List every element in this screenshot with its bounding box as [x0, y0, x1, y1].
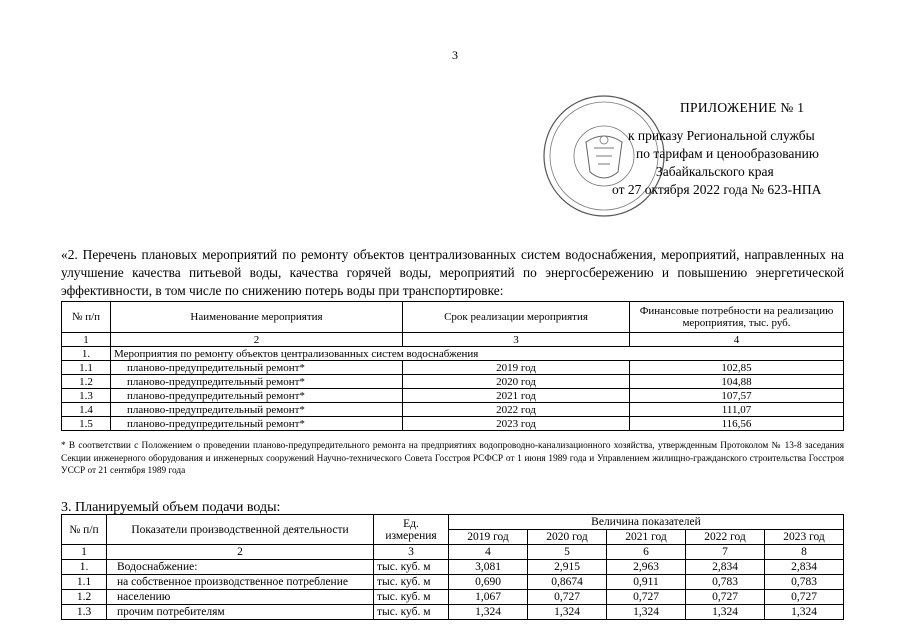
header-cell: Срок реализации мероприятия [403, 302, 630, 333]
value-cell: 0,911 [607, 575, 686, 590]
value-cell: 0,727 [607, 590, 686, 605]
unit-cell: тыс. куб. м [374, 575, 449, 590]
table-header-row [62, 302, 844, 333]
value-cell: 0,783 [686, 575, 765, 590]
measure-amount: 111,07 [630, 403, 844, 417]
measure-amount: 102,85 [630, 361, 844, 375]
value-cell: 2,834 [686, 560, 765, 575]
appendix-line-2: по тарифам и ценообразованию [636, 146, 819, 161]
table-row [62, 590, 844, 605]
value-cell: 0,727 [528, 590, 607, 605]
row-number: 1.3 [62, 605, 107, 620]
indicator-name: Водоснабжение: [107, 560, 374, 575]
row-number: 1.3 [62, 389, 111, 403]
appendix-line-3: Забайкальского края [656, 164, 774, 179]
appendix-line-1: к приказу Региональной службы [628, 128, 815, 143]
indicator-name: на собственное производственное потребление [107, 575, 374, 590]
header-cell: № п/п [62, 515, 107, 545]
column-number: 4 [449, 545, 528, 560]
value-cell: 2,963 [607, 560, 686, 575]
measure-name: планово-предупредительный ремонт* [111, 361, 403, 375]
table-row [62, 389, 844, 403]
row-number: 1. [62, 347, 111, 361]
measure-name: планово-предупредительный ремонт* [111, 375, 403, 389]
measure-name: планово-предупредительный ремонт* [111, 417, 403, 431]
measure-amount: 116,56 [630, 417, 844, 431]
group-row [62, 347, 844, 361]
column-number: 1 [62, 545, 107, 560]
value-cell: 1,324 [765, 605, 844, 620]
measure-name: планово-предупредительный ремонт* [111, 389, 403, 403]
value-cell: 2,834 [765, 560, 844, 575]
row-number: 1.4 [62, 403, 111, 417]
measure-name: планово-предупредительный ремонт* [111, 403, 403, 417]
section-2-heading: «2. Перечень плановых мероприятий по ремонту объектов централизованных систем водоснабжения, мероприятий, направленных на улучшение качества питьевой воды, качества горячей воды, мероприятий по энергосбережению и повышению энергетической эффективности, в том числе по снижению потерь воды при транспортировке: [61, 247, 844, 298]
value-cell: 1,324 [528, 605, 607, 620]
table-row [62, 560, 844, 575]
table-row [62, 403, 844, 417]
value-cell: 1,324 [607, 605, 686, 620]
year-header: 2022 год [686, 530, 765, 545]
value-cell: 0,8674 [528, 575, 607, 590]
measure-term: 2019 год [403, 361, 630, 375]
column-number: 3 [403, 333, 630, 347]
value-cell: 3,081 [449, 560, 528, 575]
column-number: 8 [765, 545, 844, 560]
column-number: 4 [630, 333, 844, 347]
section-3-heading: 3. Планируемый объем подачи воды: [61, 500, 281, 515]
table-row [62, 605, 844, 620]
column-number: 1 [62, 333, 111, 347]
header-cell: Ед. измерения [374, 515, 449, 545]
column-number: 2 [107, 545, 374, 560]
row-number: 1.2 [62, 375, 111, 389]
measure-term: 2020 год [403, 375, 630, 389]
footnote: * В соответствии с Положением о проведении планово-предупредительного ремонта на предприятиях водопроводно-канализационного хозяйства, утвержденным Протоколом № 13-8 заседания Секции инженерного оборудования и инженерных сооружений Научно-технического Совета Госстроя РСФСР от 1 июня 1989 года и Управлением жилищно-гражданского строительства Госстроя УССР от 21 сентября 1989 года [61, 441, 844, 476]
table-row [62, 375, 844, 389]
column-number: 2 [111, 333, 403, 347]
year-header: 2021 год [607, 530, 686, 545]
measure-amount: 107,57 [630, 389, 844, 403]
measure-term: 2022 год [403, 403, 630, 417]
row-number: 1.1 [62, 361, 111, 375]
row-number: 1.1 [62, 575, 107, 590]
value-cell: 1,324 [686, 605, 765, 620]
unit-cell: тыс. куб. м [374, 560, 449, 575]
column-number: 7 [686, 545, 765, 560]
header-cell: Величина показателей [449, 515, 844, 530]
value-cell: 1,324 [449, 605, 528, 620]
header-cell: Наименование мероприятия [111, 302, 403, 333]
measure-term: 2023 год [403, 417, 630, 431]
column-number: 5 [528, 545, 607, 560]
value-cell: 0,783 [765, 575, 844, 590]
table-row [62, 575, 844, 590]
header-cell: № п/п [62, 302, 111, 333]
unit-cell: тыс. куб. м [374, 590, 449, 605]
row-number: 1. [62, 560, 107, 575]
year-header: 2020 год [528, 530, 607, 545]
page-number: 3 [452, 48, 458, 62]
column-number: 3 [374, 545, 449, 560]
group-name: Мероприятия по ремонту объектов централизованных систем водоснабжения [111, 347, 844, 361]
year-header: 2023 год [765, 530, 844, 545]
value-cell: 0,727 [686, 590, 765, 605]
table-row [62, 361, 844, 375]
row-number: 1.2 [62, 590, 107, 605]
value-cell: 1,067 [449, 590, 528, 605]
year-header: 2019 год [449, 530, 528, 545]
row-number: 1.5 [62, 417, 111, 431]
appendix-line-4: от 27 октября 2022 года № 623-НПА [612, 182, 822, 197]
appendix-title: ПРИЛОЖЕНИЕ № 1 [680, 100, 805, 115]
measure-amount: 104,88 [630, 375, 844, 389]
column-number-row [62, 545, 844, 560]
value-cell: 0,690 [449, 575, 528, 590]
column-number-row [62, 333, 844, 347]
measure-term: 2021 год [403, 389, 630, 403]
header-cell: Показатели производственной деятельности [107, 515, 374, 545]
column-number: 6 [607, 545, 686, 560]
header-cell: Финансовые потребности на реализацию мероприятия, тыс. руб. [630, 302, 844, 333]
table-row [62, 417, 844, 431]
water-supply-table [61, 514, 844, 620]
table-header-row [62, 515, 844, 530]
unit-cell: тыс. куб. м [374, 605, 449, 620]
repair-measures-table [61, 301, 844, 431]
indicator-name: населению [107, 590, 374, 605]
indicator-name: прочим потребителям [107, 605, 374, 620]
value-cell: 0,727 [765, 590, 844, 605]
value-cell: 2,915 [528, 560, 607, 575]
